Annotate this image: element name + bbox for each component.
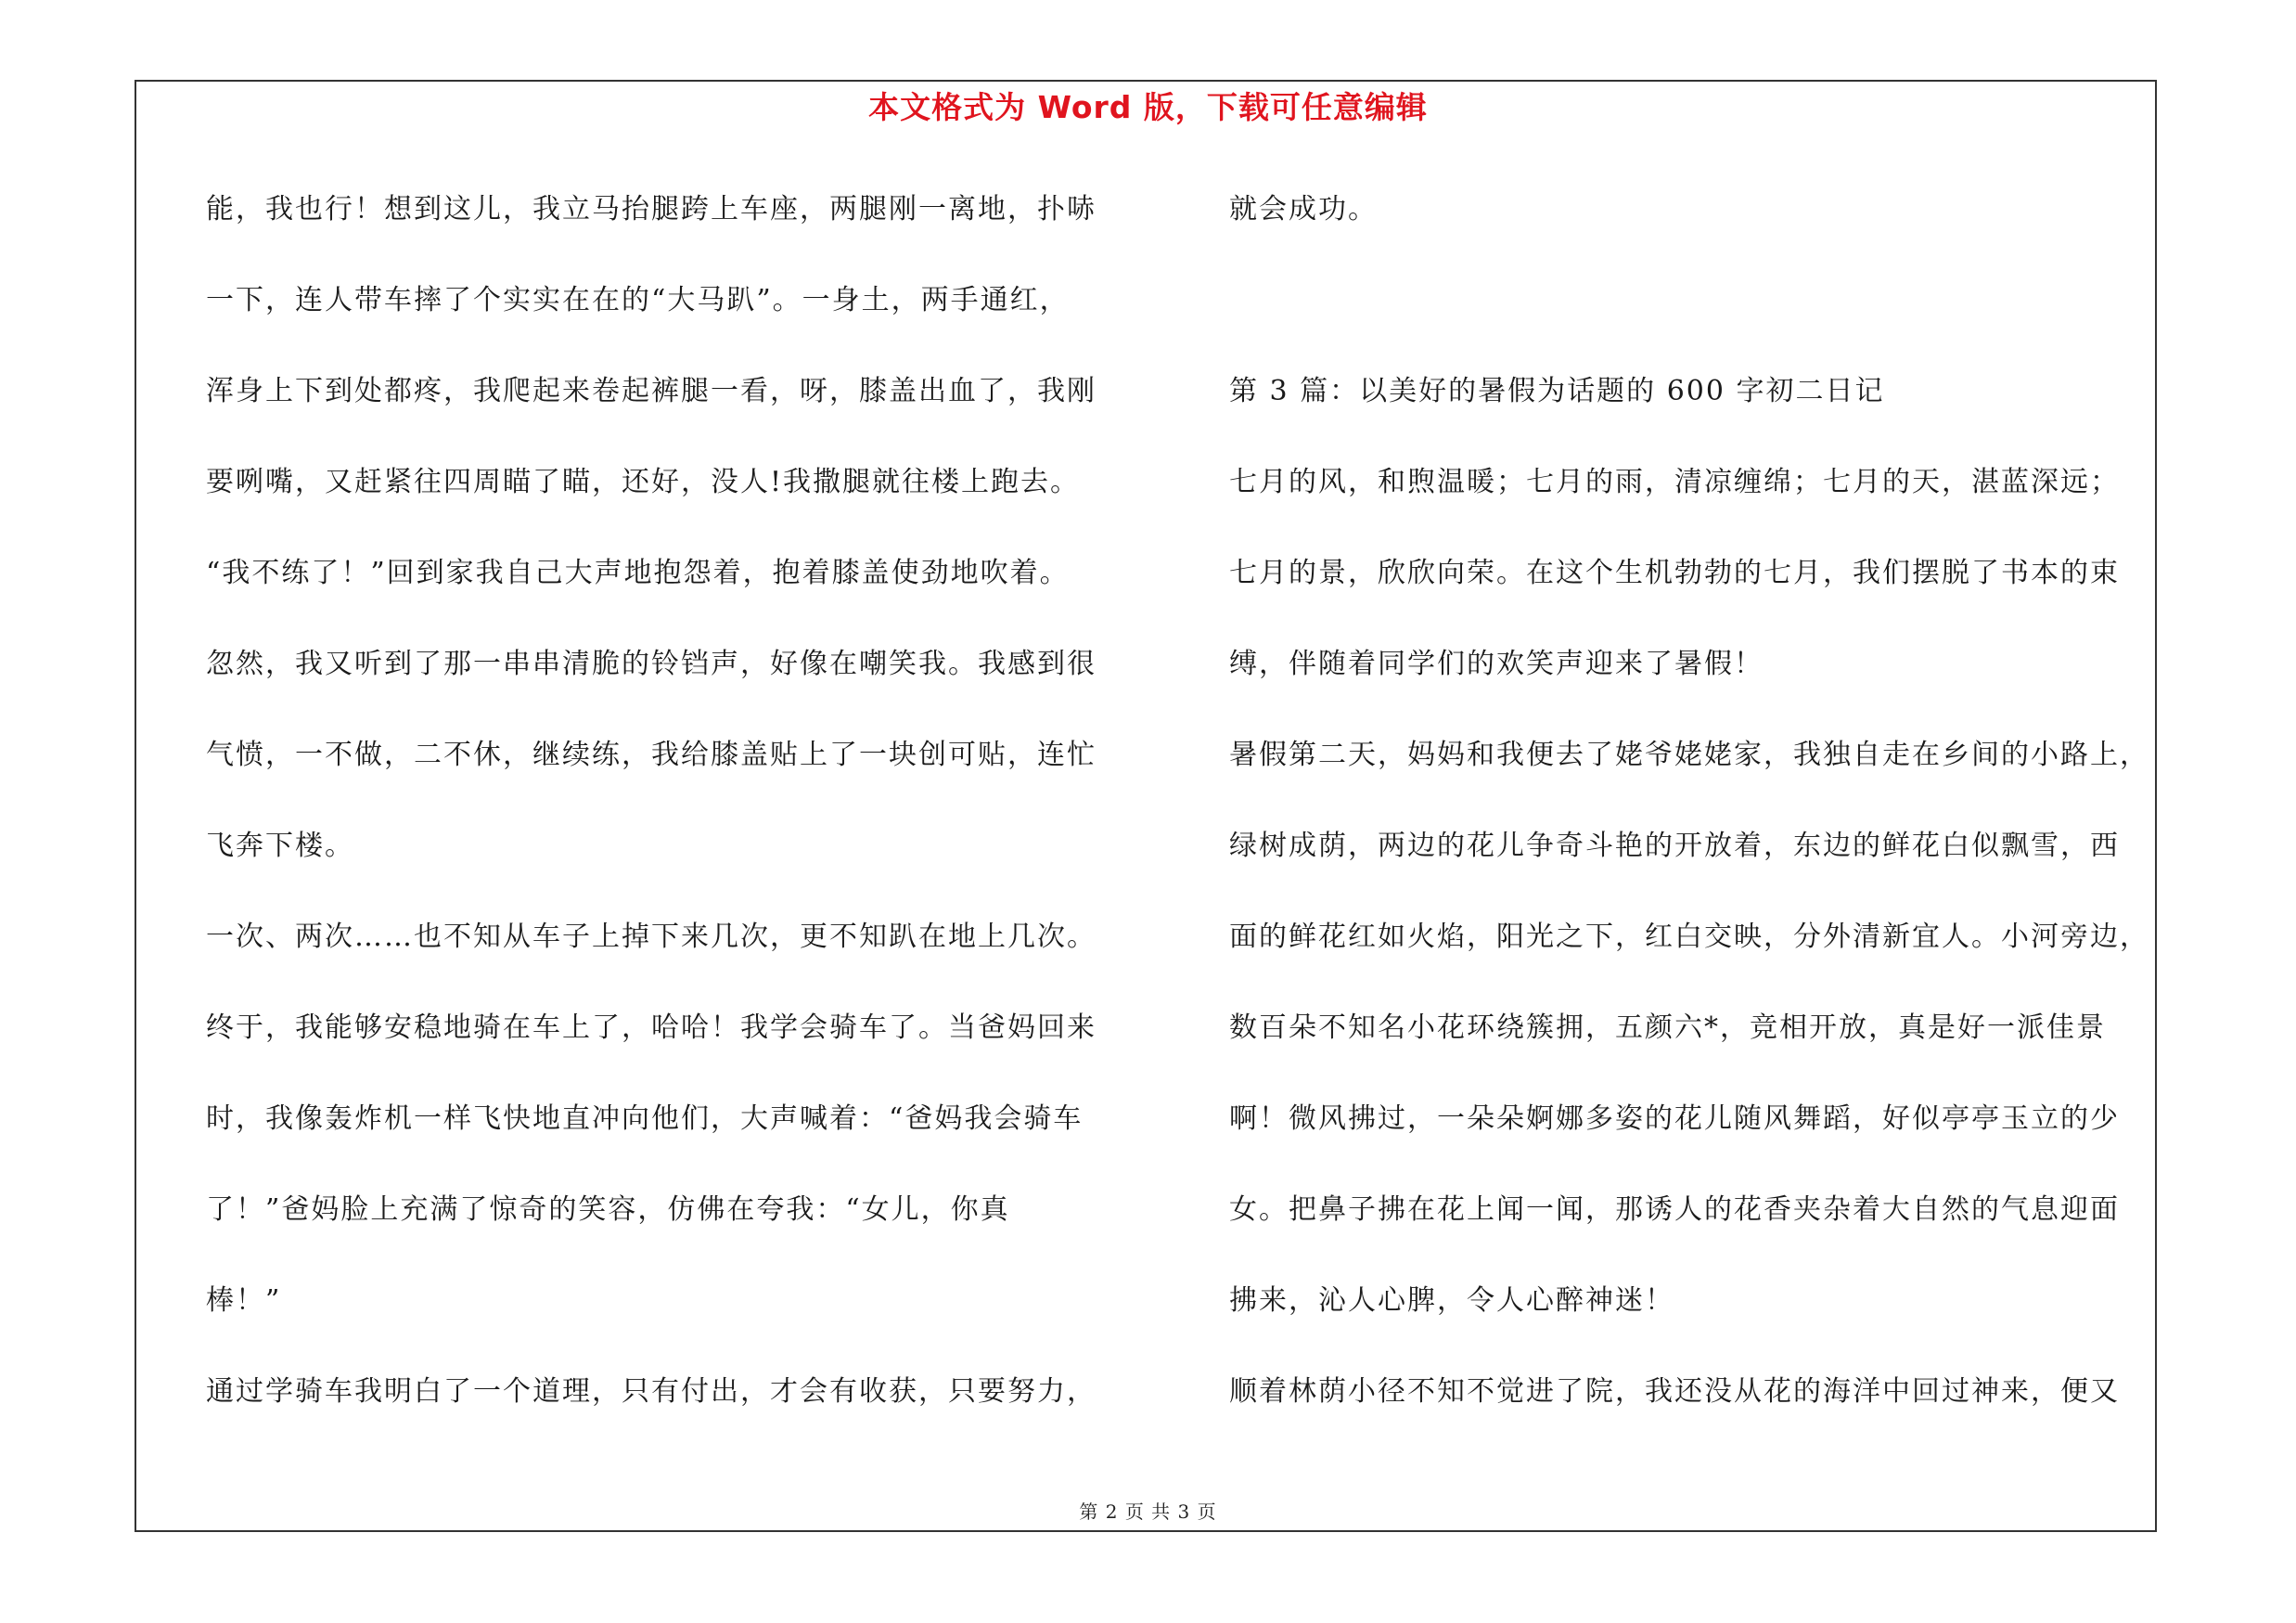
text-line: 通过学骑车我明白了一个道理，只有付出，才会有收获，只要努力， [206, 1375, 1097, 1408]
blank-line [1229, 273, 2166, 364]
text-line: “我不练了！”回到家我自己大声地抱怨着，抱着膝盖使劲地吹着。 [206, 557, 1070, 589]
text-line: 终于，我能够安稳地骑在车上了，哈哈！我学会骑车了。当爸妈回来 [206, 1011, 1097, 1044]
header-banner: 本文格式为 Word 版，下载可任意编辑 [868, 89, 1428, 125]
text-line: 拂来，沁人心脾，令人心醉神迷！ [1229, 1284, 1674, 1317]
section-heading: 第 3 篇：以美好的暑假为话题的 600 字初二日记 [1229, 375, 1885, 407]
text-line: 浑身上下到处都疼，我爬起来卷起裤腿一看，呀，膝盖出血了，我刚 [206, 375, 1097, 407]
text-line: 一下，连人带车摔了个实实在在的“大马趴”。一身土，两手通红， [206, 284, 1070, 316]
text-line: 能，我也行！想到这儿，我立马抬腿跨上车座，两腿刚一离地，扑哧 [206, 193, 1097, 225]
text-line: 绿树成荫，两边的花儿争奇斗艳的开放着，东边的鲜花白似飘雪，西 [1229, 830, 2120, 862]
text-line: 七月的景，欣欣向荣。在这个生机勃勃的七月，我们摆脱了书本的束 [1229, 557, 2120, 589]
text-line: 就会成功。 [1229, 193, 1378, 225]
text-line: 女。把鼻子拂在花上闻一闻，那诱人的花香夹杂着大自然的气息迎面 [1229, 1193, 2120, 1226]
left-column [206, 182, 1161, 1455]
text-line: 棒！” [206, 1284, 282, 1317]
text-line: 一次、两次……也不知从车子上掉下来几次，更不知趴在地上几次。 [206, 921, 1097, 953]
text-line: 气愤，一不做，二不休，继续练，我给膝盖贴上了一块创可贴，连忙 [206, 739, 1097, 771]
text-line: 要咧嘴，又赶紧往四周瞄了瞄，还好，没人!我撒腿就往楼上跑去。 [206, 466, 1081, 498]
text-line: 暑假第二天，妈妈和我便去了姥爷姥姥家，我独自走在乡间的小路上， [1229, 739, 2149, 771]
text-line: 顺着林荫小径不知不觉进了院，我还没从花的海洋中回过神来，便又 [1229, 1375, 2120, 1408]
right-column [1229, 182, 2166, 1455]
text-line: 数百朵不知名小花环绕簇拥，五颜六*，竞相开放，真是好一派佳景 [1229, 1011, 2106, 1044]
text-line: 时，我像轰炸机一样飞快地直冲向他们，大声喊着：“爸妈我会骑车 [206, 1102, 1084, 1135]
text-line: 忽然，我又听到了那一串串清脆的铃铛声，好像在嘲笑我。我感到很 [206, 648, 1097, 680]
text-line: 飞奔下楼。 [206, 830, 354, 862]
page-number-footer: 第 2 页 共 3 页 [1079, 1501, 1217, 1523]
text-line: 缚，伴随着同学们的欢笑声迎来了暑假！ [1229, 648, 1764, 680]
text-line: 了！”爸妈脸上充满了惊奇的笑容，仿佛在夸我：“女儿，你真 [206, 1193, 1010, 1226]
text-line: 七月的风，和煦温暖；七月的雨，清凉缠绵；七月的天，湛蓝深远； [1229, 466, 2120, 498]
text-line: 啊！微风拂过，一朵朵婀娜多姿的花儿随风舞蹈，好似亭亭玉立的少 [1229, 1102, 2120, 1135]
text-line: 面的鲜花红如火焰，阳光之下，红白交映，分外清新宜人。小河旁边， [1229, 921, 2149, 953]
